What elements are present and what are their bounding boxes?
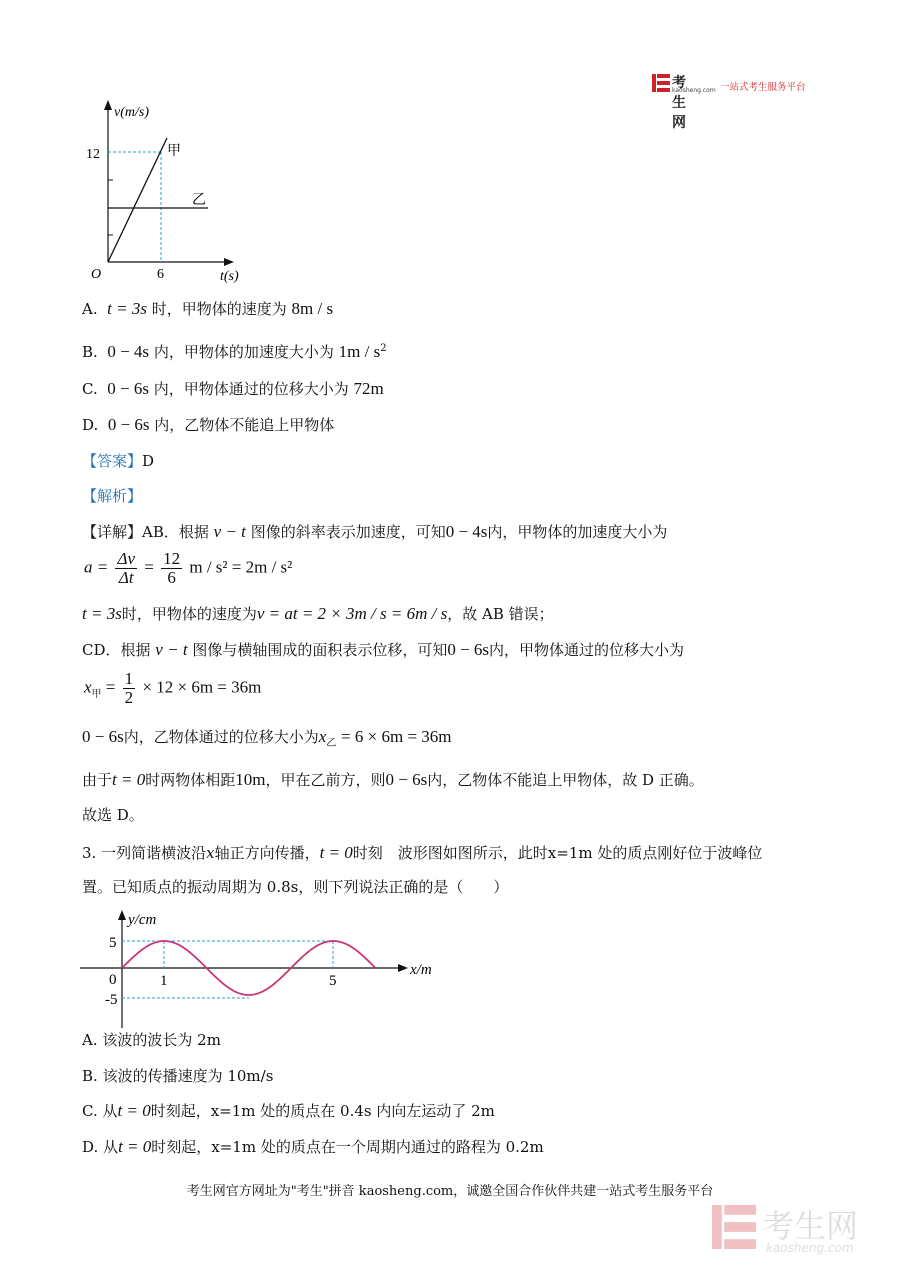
option-math: 0 − 6s	[107, 415, 150, 434]
option-pre: 从	[102, 1102, 118, 1120]
math-range: 0 − 6s	[447, 640, 490, 659]
wave-y-bottom-label: -5	[105, 992, 118, 1008]
q3-option-d	[82, 1137, 544, 1157]
option-pre: 从	[103, 1138, 119, 1156]
eq-lhs: a =	[84, 557, 109, 577]
eq-lhs: x	[84, 677, 92, 697]
detail-text: 时，甲物体的速度为	[121, 605, 257, 623]
option-text: 内，乙物体不能追上甲物体	[154, 416, 335, 434]
brand-tagline: 一站式考生服务平台	[720, 82, 806, 93]
math-t: t = 3s	[82, 604, 122, 623]
frac-num: 12	[163, 549, 181, 568]
option-value: 1m / s	[338, 342, 381, 361]
detail-ab	[82, 522, 667, 542]
stem-text: x=1m 处的质点刚好位于波峰位	[547, 844, 763, 862]
detail-text: 图像的斜率表示加速度，可知	[250, 523, 446, 541]
frac-num: Δv	[117, 549, 136, 568]
q2-option-a	[82, 299, 333, 319]
option-letter: B.	[82, 1067, 98, 1085]
stem-var: x	[206, 844, 215, 862]
wave-origin-label: 0	[109, 972, 117, 988]
option-letter: D.	[82, 416, 99, 434]
detail-text: 图像与横轴围成的面积表示位移，可知	[192, 641, 448, 659]
detail-text: 内，乙物体不能追上甲物体，故 D 正确。	[427, 771, 704, 789]
option-sup: 2	[380, 343, 387, 354]
footer-text: 考生网官方网址为"考生"拼音 kaosheng.com，诚邀全国合作伙伴共建一站式考生服务平台	[186, 1184, 714, 1199]
vt-line-jia	[108, 138, 167, 262]
detail-text: 时两物体相距	[145, 771, 236, 789]
answer-label: 【答案】	[82, 452, 143, 470]
eq-rhs: = 6 × 6m = 36m	[341, 727, 452, 746]
option-value: 8m / s	[291, 299, 334, 318]
stem-text: 3. 一列简谐横波沿	[82, 844, 207, 862]
wave-y-top-label: 5	[109, 935, 117, 951]
eq-sub: 甲	[91, 688, 102, 700]
option-letter: A.	[82, 1031, 98, 1049]
frac-num: 1	[124, 669, 134, 688]
stem-text: 轴正方向传播，	[214, 844, 320, 862]
q3-option-c	[82, 1101, 495, 1121]
wave-y-arrow	[118, 910, 126, 920]
detail-text: 由于	[82, 771, 113, 789]
vt-origin-label: O	[91, 267, 102, 282]
q3-stem-2	[82, 877, 508, 897]
option-letter: C.	[82, 1102, 98, 1120]
math-range: 0 − 6s	[385, 770, 428, 789]
frac-delta	[115, 550, 137, 587]
option-math: 0 − 4s	[107, 342, 150, 361]
q3-option-b	[82, 1066, 273, 1086]
math-dist: 10m	[235, 770, 266, 789]
q2-option-c	[82, 379, 384, 399]
math-range: 0 − 6s	[82, 727, 124, 746]
brand-mark-icon	[652, 74, 670, 92]
option-math: 0 − 6s	[107, 379, 149, 398]
vt-label-jia: 甲	[167, 143, 181, 159]
stem-text: 置。已知质点的振动周期为 0.8s，则下列说法正确的是（ ）	[82, 878, 509, 896]
math-vt: v − t	[213, 522, 246, 541]
math-t: t = 0	[319, 843, 353, 862]
eq-equals: =	[105, 677, 116, 697]
choose-line	[82, 805, 144, 825]
frac-values	[161, 550, 182, 587]
detail-text: AB．根据	[142, 523, 209, 541]
frac-den: 6	[167, 568, 176, 587]
math-t: t = 0	[112, 770, 146, 789]
detail-text: ，故 AB 错误；	[447, 605, 554, 623]
wave-x-arrow	[398, 964, 408, 972]
brand-name: 考生网	[672, 75, 686, 131]
frac-den: Δt	[118, 568, 134, 587]
detail-cd	[82, 640, 684, 660]
option-text: 该波的波长为 2m	[102, 1031, 221, 1049]
equation-x-yi	[82, 727, 452, 754]
eq-lhs: x	[318, 727, 327, 746]
brand-domain: kaosheng.com	[672, 87, 716, 94]
vt-x-tick-label: 6	[157, 267, 164, 282]
detail-text: ，甲在乙前方，则	[265, 771, 386, 789]
vt-y-tick-label: 12	[86, 147, 100, 162]
option-letter: D.	[82, 1138, 99, 1156]
math-t: t = 0	[118, 1137, 152, 1156]
wave-x-tick-5: 5	[329, 973, 337, 989]
detail-text: 故选 D。	[82, 806, 144, 824]
detail-text: 内，甲物体的加速度大小为	[487, 523, 668, 541]
q3-stem-1	[82, 843, 762, 863]
answer-value: D	[142, 452, 155, 470]
vt-xlabel: t(s)	[220, 269, 239, 284]
option-text: 时，甲物体的速度为	[151, 300, 287, 318]
detail-text: CD．根据	[82, 641, 151, 659]
option-text: 内，甲物体通过的位移大小为	[153, 380, 349, 398]
wave-xlabel: x/m	[410, 962, 432, 978]
option-value: 72m	[353, 379, 384, 398]
q2-option-d	[82, 415, 334, 435]
math-vt: v − t	[155, 640, 188, 659]
option-math: t = 3s	[107, 299, 147, 318]
conclusion-line	[82, 770, 704, 790]
option-letter: C.	[82, 380, 98, 398]
math-range: 0 − 4s	[445, 522, 488, 541]
detail-text: 内，乙物体通过的位移大小为	[123, 728, 319, 746]
q3-option-a	[82, 1030, 221, 1050]
option-letter: A.	[82, 300, 98, 318]
wave-ylabel: y/cm	[128, 912, 157, 928]
equation-velocity	[82, 604, 554, 624]
frac-half	[123, 670, 136, 707]
equation-x-jia	[84, 670, 261, 707]
option-text: 该波的传播速度为 10m/s	[102, 1067, 274, 1085]
analysis-label	[82, 486, 142, 506]
detail-label: 【详解】	[82, 523, 143, 541]
eq-rhs: m / s² = 2m / s²	[189, 557, 293, 577]
analysis-label-text: 【解析】	[82, 487, 143, 505]
wave-x-tick-1: 1	[160, 973, 168, 989]
option-letter: B.	[82, 343, 98, 361]
watermark-domain: kaosheng.com	[766, 1241, 854, 1255]
watermark-name: 考生网	[762, 1207, 859, 1245]
vt-x-arrow	[224, 258, 234, 266]
option-text: 时刻起，x=1m 处的质点在一个周期内通过的路程为 0.2m	[151, 1138, 544, 1156]
vt-graph	[80, 100, 260, 285]
eq-rhs: × 12 × 6m = 36m	[142, 677, 262, 697]
equation-acceleration	[84, 550, 292, 587]
vt-ylabel: v(m/s)	[114, 105, 149, 120]
detail-text: 内，甲物体通过的位移大小为	[489, 641, 685, 659]
vt-y-arrow	[104, 100, 112, 110]
frac-den: 2	[124, 688, 134, 707]
vt-label-yi: 乙	[192, 192, 206, 208]
math-t: t = 0	[117, 1101, 151, 1120]
q2-option-b	[82, 339, 387, 362]
math-v: v = at = 2 × 3m / s = 6m / s	[256, 604, 448, 623]
option-text: 内，甲物体的加速度大小为	[153, 343, 334, 361]
option-text: 时刻起，x=1m 处的质点在 0.4s 内向左运动了 2m	[150, 1102, 495, 1120]
eq-equals: =	[144, 557, 154, 577]
watermark-mark-icon	[712, 1205, 756, 1249]
eq-sub: 乙	[326, 738, 337, 749]
answer-line	[82, 451, 154, 471]
wave-graph	[80, 908, 450, 1043]
stem-text: 时刻 波形图如图所示，此时	[352, 844, 548, 862]
